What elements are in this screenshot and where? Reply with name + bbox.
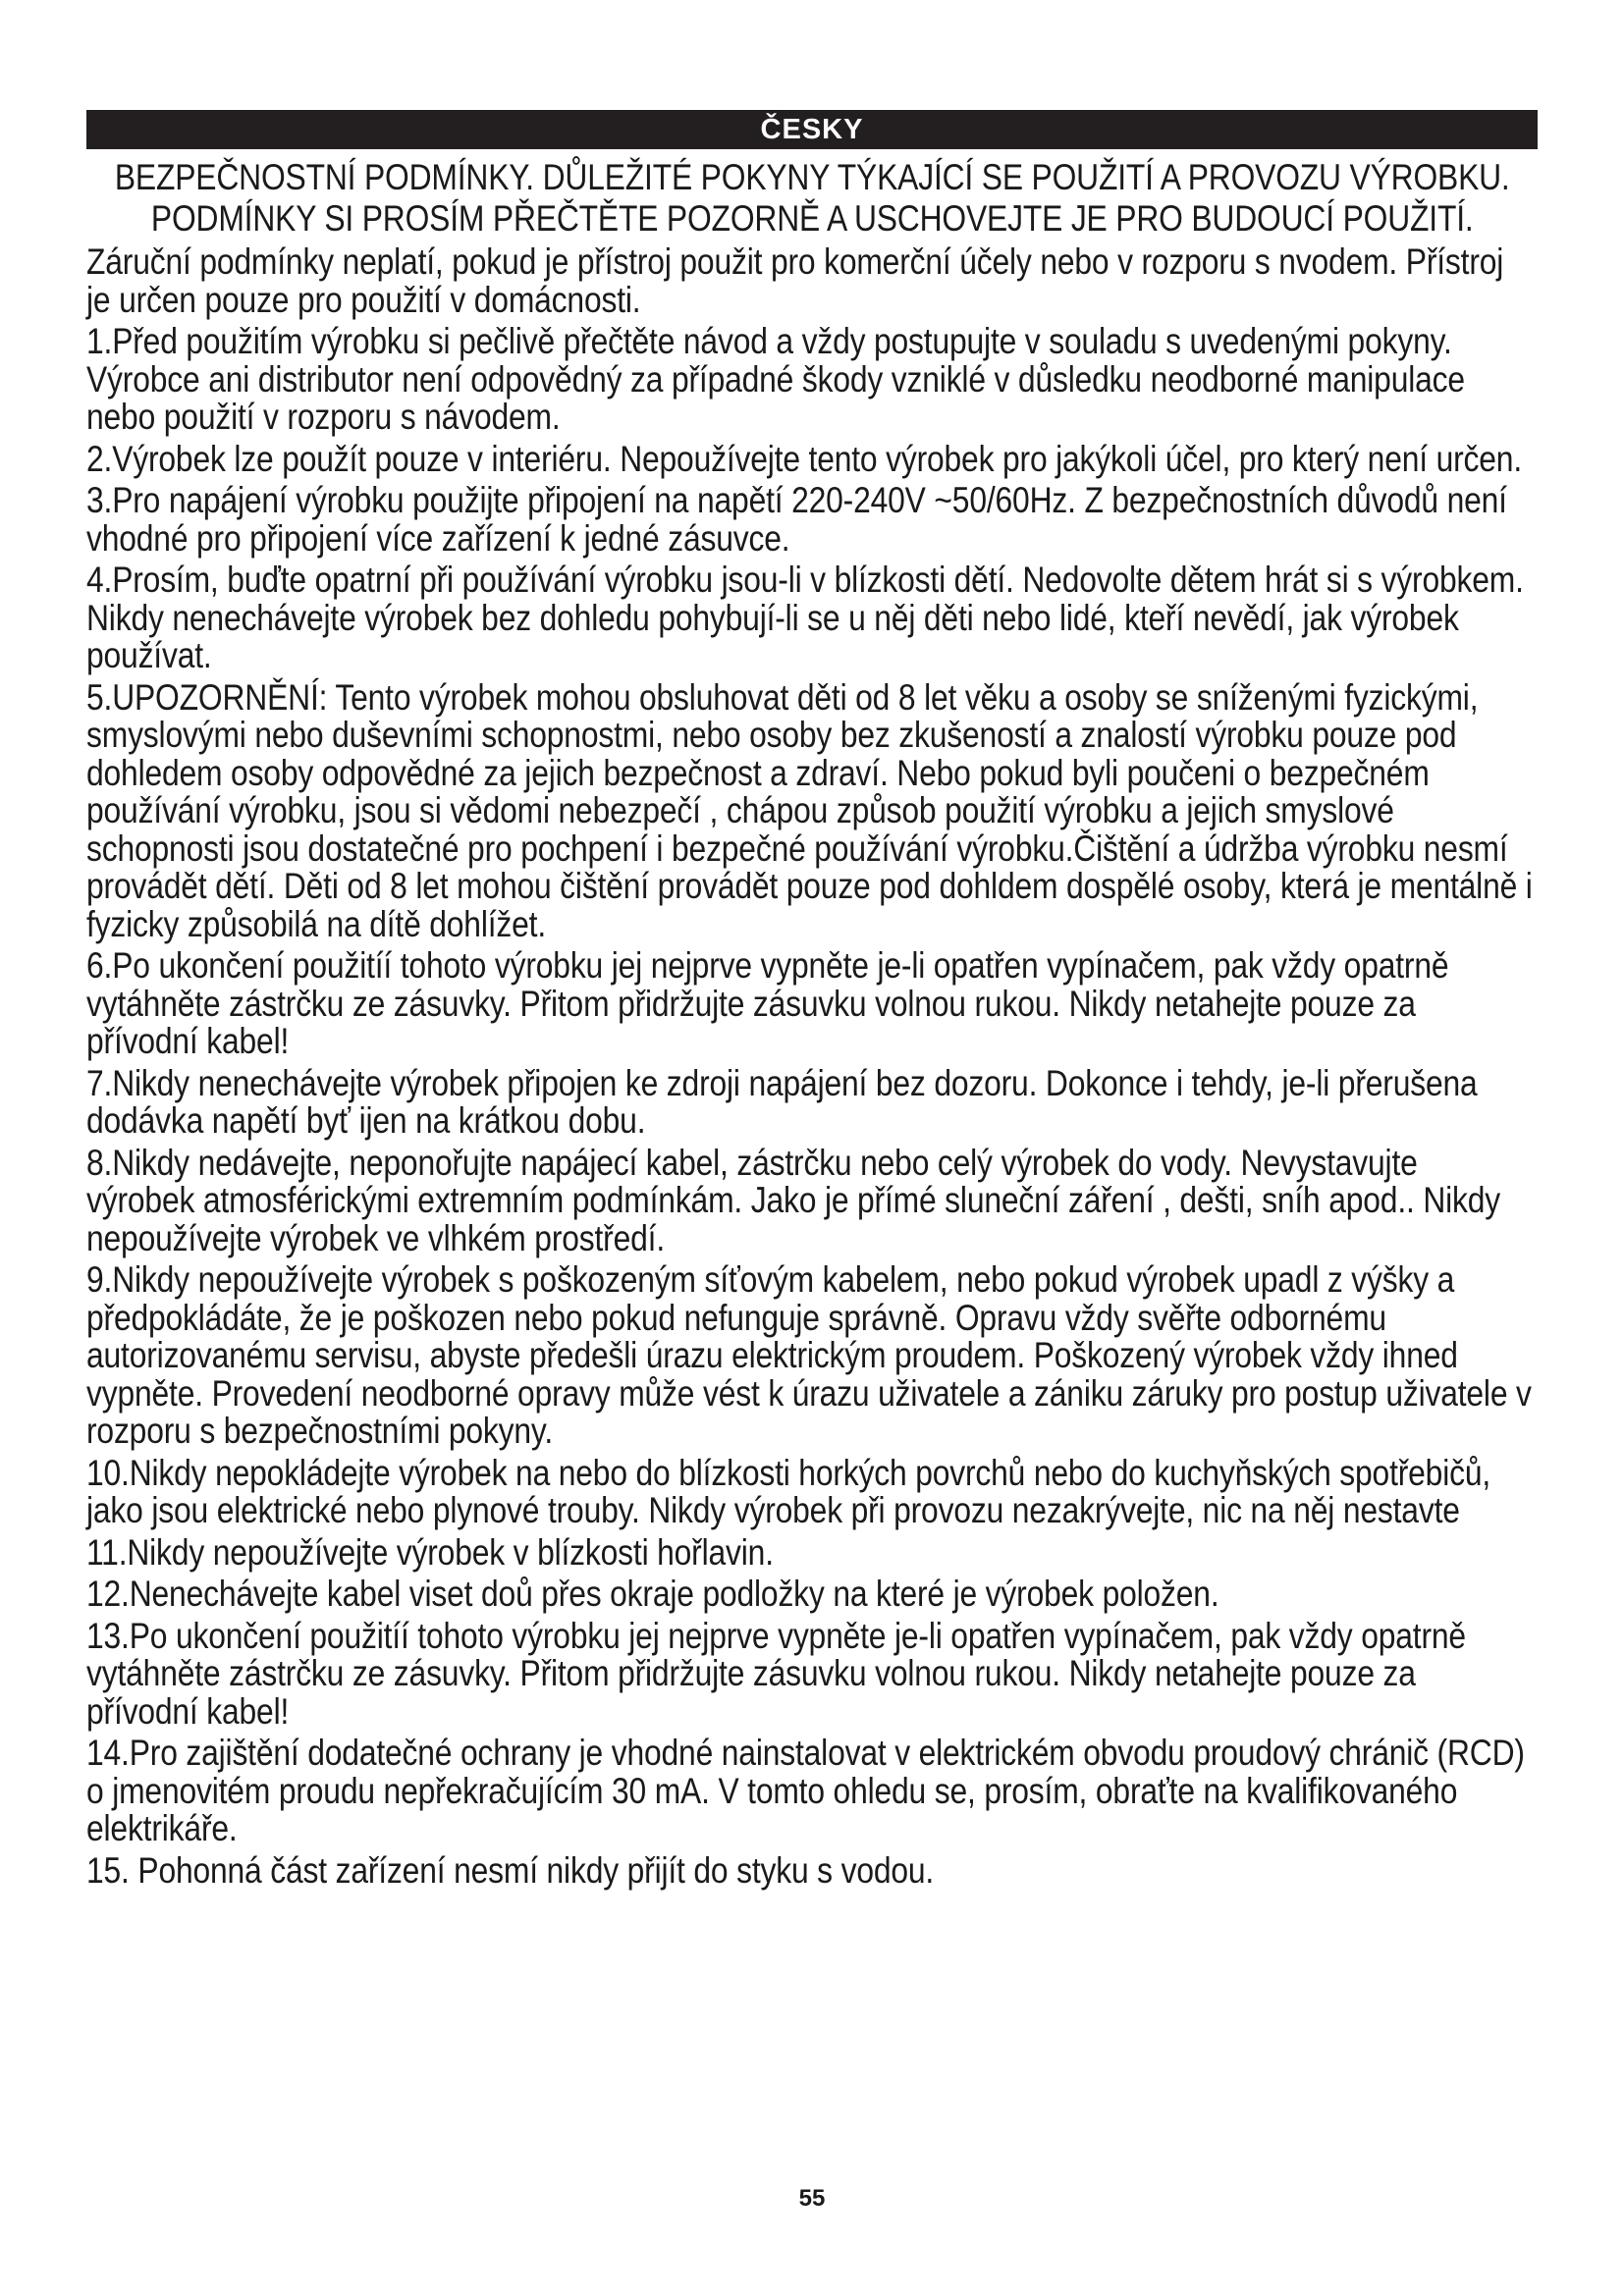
safety-item-13: 13.Po ukončení použitíí tohoto výrobku jej nejprve vypněte je-li opatřen vypínačem, pak vždy opatrně vytáhněte zástrčku ze zásuvky. Přitom přidržujte zásuvku volnou rukou. Nikdy netahejte pouze za přívodní kabel! [86, 1615, 1466, 1732]
safety-item-10: 10.Nikdy nepokládejte výrobek na nebo do blízkosti horkých povrchů nebo do kuchyňských spotřebičů, jako jsou elektrické nebo plynové trouby. Nikdy výrobek při provozu nezakrývejte, nic na něj nestavte [86, 1452, 1491, 1530]
safety-item-5: 5.UPOZORNĚNÍ: Tento výrobek mohou obsluhovat děti od 8 let věku a osoby se sníženými fyzickými, smyslovými nebo duševními schopnostmi, nebo osoby bez zkušeností a znalostí výrobku pouze pod dohledem osoby odpovědné za jejich bezpečnost a zdraví. Nebo pokud byli poučeni o bezpečném používání výrobku, jsou si vědomi nebezpečí , chápou způsob použití výrobku a jejich smyslové schopnosti jsou dostatečné pro pochpení i bezpečné používání výrobku.Čištění a údržba výrobku nesmí provádět dětí. Děti od 8 let mohou čištění provádět pouze pod dohldem dospělé osoby, která je mentálně i fyzicky způsobilá na dítě dohlížet. [86, 676, 1533, 944]
safety-item-9: 9.Nikdy nepoužívejte výrobek s poškozeným síťovým kabelem, nebo pokud výrobek upadl z výšky a předpokládáte, že je poškozen nebo pokud nefunguje správně. Opravu vždy svěřte odbornému autorizovanému servisu, abyste předešli úrazu elektrickým proudem. Poškozený výrobek vždy ihned vypněte. Provedení neodborné opravy může vést k úrazu uživatele a zániku záruky pro postup uživatele v rozporu s bezpečnostními pokyny. [86, 1259, 1532, 1451]
safety-item-4: 4.Prosím, buďte opatrní při používání výrobku jsou-li v blízkosti dětí. Nedovolte dětem hrát si s výrobkem. Nikdy nenechávejte výrobek bez dohledu pohybují-li se u něj děti nebo lidé, kteří nevědí, jak výrobek používat. [86, 560, 1524, 675]
safety-item-8: 8.Nikdy nedávejte, neponořujte napájecí kabel, zástrčku nebo celý výrobek do vody. Nevystavujte výrobek atmosférickými extremním podmínkám. Jako je přímé sluneční záření , dešti, sníh apod.. Nikdy nepoužívejte výrobek ve vlhkém prostředí. [86, 1142, 1501, 1258]
safety-item-14: 14.Pro zajištění dodatečné ochrany je vhodné nainstalovat v elektrickém obvodu proudový chránič (RCD) o jmenovitém proudu nepřekračujícím 30 mA. V tomto ohledu se, prosím, obraťte na kvalifikovaného elektrikáře. [86, 1733, 1525, 1848]
page-number: 55 [798, 2185, 826, 2212]
safety-item-11: 11.Nikdy nepoužívejte výrobek v blízkosti hořlavin. [86, 1531, 774, 1573]
warranty-intro: Záruční podmínky neplatí, pokud je přístroj použit pro komerční účely nebo v rozporu s nvodem. Přístroj je určen pouze pro použití v domácnosti. [86, 241, 1504, 320]
safety-item-2: 2.Výrobek lze použít pouze v interiéru. Nepoužívejte tento výrobek pro jakýkoli účel, pro který není určen. [86, 438, 1523, 479]
safety-item-3: 3.Pro napájení výrobku použijte připojení na napětí 220-240V ~50/60Hz. Z bezpečnostních důvodů není vhodné pro připojení více zařízení k jedné zásuvce. [86, 480, 1507, 559]
safety-item-15: 15. Pohonná část zařízení nesmí nikdy přijít do styku s vodou. [86, 1849, 935, 1891]
safety-item-6: 6.Po ukončení použitíí tohoto výrobku jej nejprve vypněte je-li opatřen vypínačem, pak vždy opatrně vytáhněte zástrčku ze zásuvky. Přitom přidržujte zásuvku volnou rukou. Nikdy netahejte pouze za přívodní kabel! [86, 945, 1449, 1061]
safety-item-1: 1.Před použitím výrobku si pečlivě přečtěte návod a vždy postupujte v souladu s uvedenými pokyny. Výrobce ani distributor není odpovědný za případné škody vzniklé v důsledku neodborné manipulace nebo použití v rozporu s návodem. [86, 321, 1465, 437]
document-body [86, 157, 1538, 1890]
language-header-bar: ČESKY [86, 110, 1538, 149]
safety-item-7: 7.Nikdy nenechávejte výrobek připojen ke zdroji napájení bez dozoru. Dokonce i tehdy, je-li přerušena dodávka napětí byť ijen na krátkou dobu. [86, 1062, 1478, 1141]
safety-title: BEZPEČNOSTNÍ PODMÍNKY. DŮLEŽITÉ POKYNY TÝKAJÍCÍ SE POUŽITÍ A PROVOZU VÝROBKU. PODMÍNKY SI PROSÍM PŘEČTĚTE POZORNĚ A USCHOVEJTE JE PRO BUDOUCÍ POUŽITÍ. [114, 157, 1510, 239]
safety-item-12: 12.Nenechávejte kabel viset doů přes okraje podložky na které je výrobek položen. [86, 1574, 1219, 1614]
